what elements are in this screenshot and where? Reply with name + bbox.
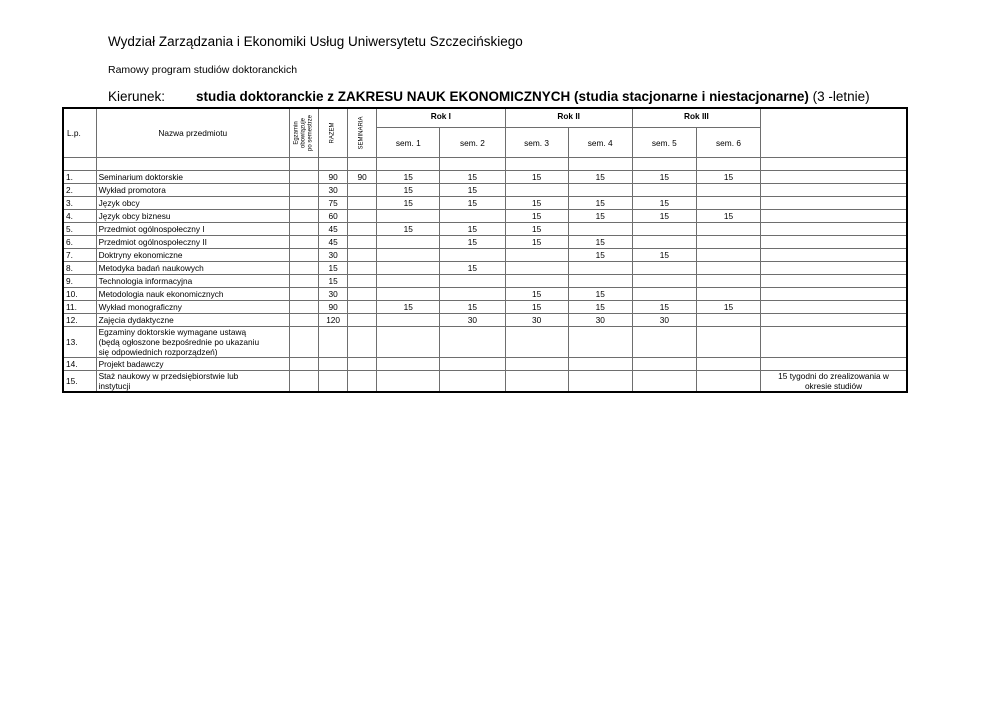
direction-label: Kierunek: (108, 89, 166, 104)
row-sem-6 (696, 197, 760, 210)
sem-2-header: sem. 2 (440, 128, 505, 158)
row-note (761, 288, 907, 301)
row-sem-3 (505, 184, 568, 197)
row-sem-3 (505, 275, 568, 288)
row-note (761, 184, 907, 197)
row-total: 45 (319, 236, 348, 249)
row-name (96, 371, 289, 393)
row-sem-6 (696, 249, 760, 262)
row-seminar-hours (348, 288, 377, 301)
row-lp: 12. (63, 314, 96, 327)
row-note (761, 171, 907, 184)
row-exam (290, 184, 319, 197)
row-sem-3: 15 (505, 171, 568, 184)
row-sem-4: 15 (568, 171, 632, 184)
row-sem-6 (696, 223, 760, 236)
row-sem-6 (696, 314, 760, 327)
row-exam (290, 262, 319, 275)
row-sem-1 (377, 288, 440, 301)
row-lp: 11. (63, 301, 96, 314)
row-seminar-hours (348, 210, 377, 223)
row-sem-6: 15 (696, 301, 760, 314)
table-row (63, 327, 907, 358)
table-row (63, 314, 907, 327)
table-row (63, 288, 907, 301)
row-sem-2 (440, 210, 505, 223)
note-line1: 15 tygodni do zrealizowania w (778, 371, 889, 381)
row-exam (290, 275, 319, 288)
row-exam (290, 171, 319, 184)
row-name (96, 327, 289, 358)
row-sem-1 (377, 236, 440, 249)
row-note (761, 236, 907, 249)
col-seminars-header (348, 108, 377, 158)
table-row (63, 371, 907, 393)
program-table (62, 107, 908, 393)
row-sem-3: 15 (505, 223, 568, 236)
table-row (63, 210, 907, 223)
direction-duration: (3 -letnie) (808, 89, 870, 104)
row-exam (290, 197, 319, 210)
row-sem-6: 15 (696, 210, 760, 223)
row-lp: 9. (63, 275, 96, 288)
row-sem-1 (377, 249, 440, 262)
row-sem-3: 15 (505, 288, 568, 301)
row-seminar-hours (348, 275, 377, 288)
framework-subtitle: Ramowy program studiów doktoranckich (108, 64, 298, 76)
row-sem-4 (568, 275, 632, 288)
row-lp: 6. (63, 236, 96, 249)
row-sem-5: 15 (632, 210, 696, 223)
row-sem-1: 15 (377, 197, 440, 210)
row-total: 30 (319, 288, 348, 301)
faculty-title: Wydział Zarządzania i Ekonomiki Usług Uniwersytetu Szczecińskiego (108, 34, 523, 49)
row-sem-2: 15 (440, 301, 505, 314)
row-sem-4: 15 (568, 249, 632, 262)
row-sem-5: 15 (632, 197, 696, 210)
sem-5-header: sem. 5 (632, 128, 696, 158)
row-sem-3: 15 (505, 210, 568, 223)
row-sem-5: 30 (632, 314, 696, 327)
row-seminar-hours (348, 301, 377, 314)
row-sem-2 (440, 275, 505, 288)
row-sem-5: 15 (632, 171, 696, 184)
row-sem-4: 15 (568, 236, 632, 249)
row-lp: 1. (63, 171, 96, 184)
exam-label-2: obowiązuje (300, 117, 307, 149)
row-sem-4: 30 (568, 314, 632, 327)
row-lp: 10. (63, 288, 96, 301)
table-row (63, 249, 907, 262)
row-name: Projekt badawczy (96, 358, 289, 371)
row-lp: 8. (63, 262, 96, 275)
row-sem-3 (505, 249, 568, 262)
row-sem-3: 30 (505, 314, 568, 327)
table-row (63, 223, 907, 236)
table-row (63, 197, 907, 210)
row-sem-6 (696, 236, 760, 249)
row-exam (290, 210, 319, 223)
row-seminar-hours (348, 197, 377, 210)
seminars-label: SEMINARIA (358, 116, 365, 150)
row-sem-1: 15 (377, 301, 440, 314)
row-sem-2: 15 (440, 171, 505, 184)
row-seminar-hours: 90 (348, 171, 377, 184)
row-sem-4: 15 (568, 301, 632, 314)
row-sem-3: 15 (505, 236, 568, 249)
course-rows (63, 171, 907, 327)
row-sem-3: 15 (505, 301, 568, 314)
year-3-header: Rok III (632, 108, 760, 128)
row-note (761, 210, 907, 223)
row-sem-5 (632, 275, 696, 288)
row-total: 30 (319, 184, 348, 197)
row-name: Doktryny ekonomiczne (96, 249, 289, 262)
row-seminar-hours (348, 314, 377, 327)
exam-label-3: po semestrze (307, 114, 314, 152)
row-exam (290, 249, 319, 262)
row-seminar-hours (348, 249, 377, 262)
internship-note (761, 371, 907, 393)
row-total: 90 (319, 171, 348, 184)
row-sem-2: 15 (440, 197, 505, 210)
row-sem-5: 15 (632, 301, 696, 314)
sem-4-header: sem. 4 (568, 128, 632, 158)
direction-name: studia doktoranckie z ZAKRESU NAUK EKONOMICZNYCH (studia stacjonarne i niestacjonarne) (196, 89, 809, 104)
row-sem-5 (632, 236, 696, 249)
total-label: RAZEM (329, 122, 336, 144)
row-sem-3 (505, 262, 568, 275)
row-sem-4 (568, 262, 632, 275)
row-sem-1: 15 (377, 184, 440, 197)
row-sem-5 (632, 288, 696, 301)
row-sem-6 (696, 262, 760, 275)
header-row-1 (63, 108, 907, 128)
sem-3-header: sem. 3 (505, 128, 568, 158)
row-sem-3: 15 (505, 197, 568, 210)
row-sem-6 (696, 184, 760, 197)
row-sem-4 (568, 184, 632, 197)
row-lp: 13. (63, 327, 96, 358)
row-sem-1 (377, 262, 440, 275)
note-line2: okresie studiów (804, 381, 863, 391)
row-sem-1: 15 (377, 223, 440, 236)
row-sem-4: 15 (568, 197, 632, 210)
row-note (761, 223, 907, 236)
table-row (63, 236, 907, 249)
row-sem-2 (440, 249, 505, 262)
row-name: Wykład monograficzny (96, 301, 289, 314)
row-sem-2: 15 (440, 262, 505, 275)
row-sem-4: 15 (568, 288, 632, 301)
row-sem-5 (632, 223, 696, 236)
row-sem-1 (377, 210, 440, 223)
table-row (63, 301, 907, 314)
row-seminar-hours (348, 262, 377, 275)
row-note (761, 314, 907, 327)
row-note (761, 249, 907, 262)
row-sem-1 (377, 275, 440, 288)
row-name: Przedmiot ogólnospołeczny II (96, 236, 289, 249)
row-name: Seminarium doktorskie (96, 171, 289, 184)
row-exam (290, 288, 319, 301)
row-exam (290, 314, 319, 327)
row-sem-2: 15 (440, 184, 505, 197)
row-total: 75 (319, 197, 348, 210)
row-lp: 14. (63, 358, 96, 371)
row-total: 15 (319, 275, 348, 288)
row-sem-2: 15 (440, 236, 505, 249)
row-total: 45 (319, 223, 348, 236)
row-name: Metodyka badań naukowych (96, 262, 289, 275)
row-lp: 15. (63, 371, 96, 393)
year-1-header: Rok I (377, 108, 505, 128)
row-sem-2 (440, 288, 505, 301)
row-seminar-hours (348, 184, 377, 197)
spacer-row (63, 158, 907, 171)
row-exam (290, 223, 319, 236)
table-row (63, 275, 907, 288)
row15-line1: Staż naukowy w przedsiębiorstwie lub (98, 371, 239, 381)
row-note (761, 275, 907, 288)
sem-1-header: sem. 1 (377, 128, 440, 158)
row-total: 60 (319, 210, 348, 223)
row-note (761, 301, 907, 314)
row-name: Technologia informacyjna (96, 275, 289, 288)
row13-line1: Egzaminy doktorskie wymagane ustawą (98, 327, 247, 337)
row-sem-1: 15 (377, 171, 440, 184)
row-total: 120 (319, 314, 348, 327)
row-note (761, 262, 907, 275)
notes-header (761, 108, 907, 158)
row-note (761, 197, 907, 210)
row-lp: 7. (63, 249, 96, 262)
row-sem-6 (696, 288, 760, 301)
row-sem-2: 30 (440, 314, 505, 327)
row13-line2: (będą ogłoszone bezpośrednie po ukazaniu (98, 337, 260, 347)
row-sem-5: 15 (632, 249, 696, 262)
col-name-header: Nazwa przedmiotu (96, 108, 289, 158)
row-name: Metodologia nauk ekonomicznych (96, 288, 289, 301)
col-lp-header: L.p. (63, 108, 96, 158)
row-sem-5 (632, 184, 696, 197)
row-name: Język obcy (96, 197, 289, 210)
year-2-header: Rok II (505, 108, 632, 128)
row-name: Przedmiot ogólnospołeczny I (96, 223, 289, 236)
col-exam-header (290, 108, 319, 158)
row-sem-2: 15 (440, 223, 505, 236)
sem-6-header: sem. 6 (696, 128, 760, 158)
row13-line3: się odpowiednich rozporządzeń) (98, 347, 218, 357)
row-exam (290, 301, 319, 314)
row-lp: 2. (63, 184, 96, 197)
direction-line (108, 89, 870, 104)
row-sem-4: 15 (568, 210, 632, 223)
table-row (63, 358, 907, 371)
row-total: 15 (319, 262, 348, 275)
col-total-header (319, 108, 348, 158)
table-row (63, 171, 907, 184)
row-lp: 5. (63, 223, 96, 236)
row-seminar-hours (348, 223, 377, 236)
row-sem-6 (696, 275, 760, 288)
row-sem-4 (568, 223, 632, 236)
row-sem-5 (632, 262, 696, 275)
row-name: Zajęcia dydaktyczne (96, 314, 289, 327)
row-total: 30 (319, 249, 348, 262)
row-seminar-hours (348, 236, 377, 249)
table-row (63, 262, 907, 275)
row-sem-6: 15 (696, 171, 760, 184)
row-sem-1 (377, 314, 440, 327)
exam-label-1: Egzamin (293, 121, 300, 145)
row-name: Wykład promotora (96, 184, 289, 197)
row-lp: 3. (63, 197, 96, 210)
table-row (63, 184, 907, 197)
row15-line2: instytucji (98, 381, 131, 391)
row-name: Język obcy biznesu (96, 210, 289, 223)
row-lp: 4. (63, 210, 96, 223)
row-total: 90 (319, 301, 348, 314)
row-exam (290, 236, 319, 249)
